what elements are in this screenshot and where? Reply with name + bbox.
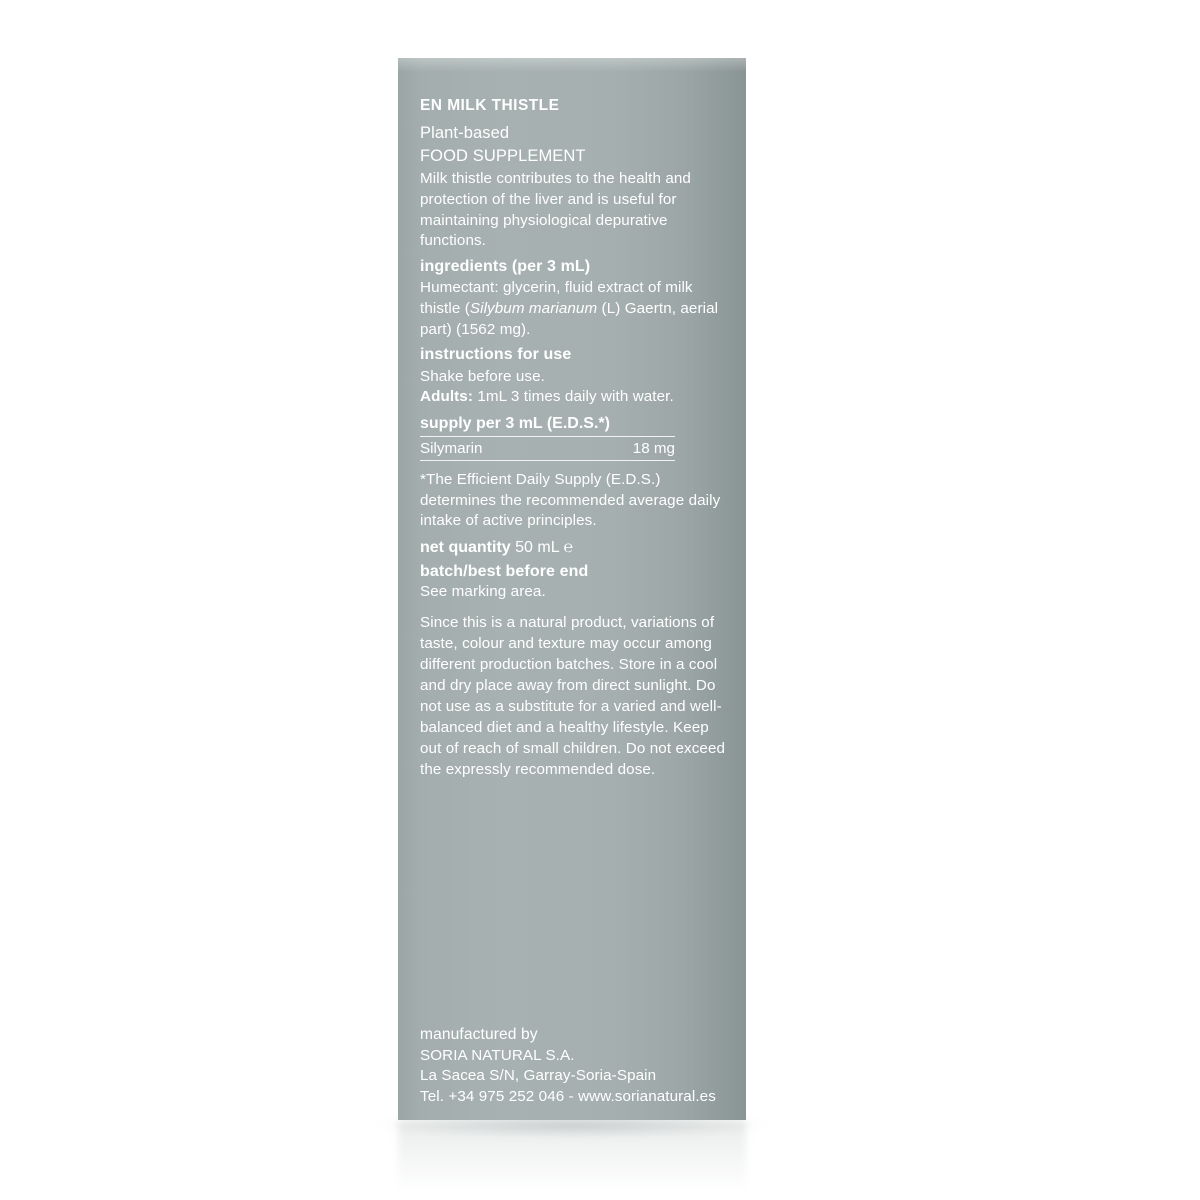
manufacturer-heading: manufactured by <box>420 1026 538 1043</box>
ingredients-text-part1: Humectant: glycerin, fluid extract of milk thistle ( <box>420 279 693 317</box>
warnings-text: Since this is a natural product, variations of taste, colour and texture may occur among different production batches. Store in a cool and dry place away from direct sunlight. Do not use as a substitute for a varied and well-balanced diet and a healthy lifestyle. Keep out of reach of small children. Do not exceed the expressly recommended dose. <box>420 613 726 778</box>
supply-table-row <box>420 437 675 461</box>
product-carton <box>398 58 746 1120</box>
instructions-adults-text: 1mL 3 times daily with water. <box>473 388 674 406</box>
plant-based-line: Plant-based <box>420 123 510 142</box>
supply-row-name: Silymarin <box>420 439 483 457</box>
instructions-adults <box>420 387 728 408</box>
supply-row-amount: 18 mg <box>632 439 675 457</box>
label-panel <box>420 96 728 781</box>
instructions-shake: Shake before use. <box>420 367 545 385</box>
instructions-heading: instructions for use <box>420 346 572 364</box>
net-quantity-label: net quantity <box>420 538 511 556</box>
instructions-adults-label: Adults: <box>420 388 474 406</box>
health-claim-text: Milk thistle contributes to the health and protection of the liver and is useful for maintaining physiological depurative functions. <box>420 170 691 250</box>
ingredients-species-name: Silybum marianum <box>469 300 598 317</box>
net-quantity-value: 50 mL ℮ <box>515 538 574 556</box>
net-quantity <box>420 539 728 557</box>
manufacturer-address: La Sacea S/N, Garray-Soria-Spain <box>420 1067 657 1085</box>
ingredients-text <box>420 278 728 340</box>
eds-footnote: *The Efficient Daily Supply (E.D.S.) determines the recommended average daily intake of active principles. <box>420 470 721 530</box>
language-title: EN MILK THISTLE <box>420 97 560 114</box>
food-supplement-line: FOOD SUPPLEMENT <box>420 147 586 166</box>
manufacturer-contact: Tel. +34 975 252 046 - www.sorianatural.es <box>420 1088 716 1106</box>
manufacturer-company: SORIA NATURAL S.A. <box>420 1046 575 1064</box>
batch-heading: batch/best before end <box>420 562 589 580</box>
supply-table-heading: supply per 3 mL (E.D.S.*) <box>420 415 675 437</box>
box-reflection <box>398 1120 746 1192</box>
manufacturer-block <box>420 1024 728 1108</box>
ingredients-heading: ingredients (per 3 mL) <box>420 258 591 276</box>
batch-text: See marking area. <box>420 583 546 601</box>
ingredients-text-part2: (L) Gaertn, aerial part) (1562 mg). <box>420 300 719 338</box>
